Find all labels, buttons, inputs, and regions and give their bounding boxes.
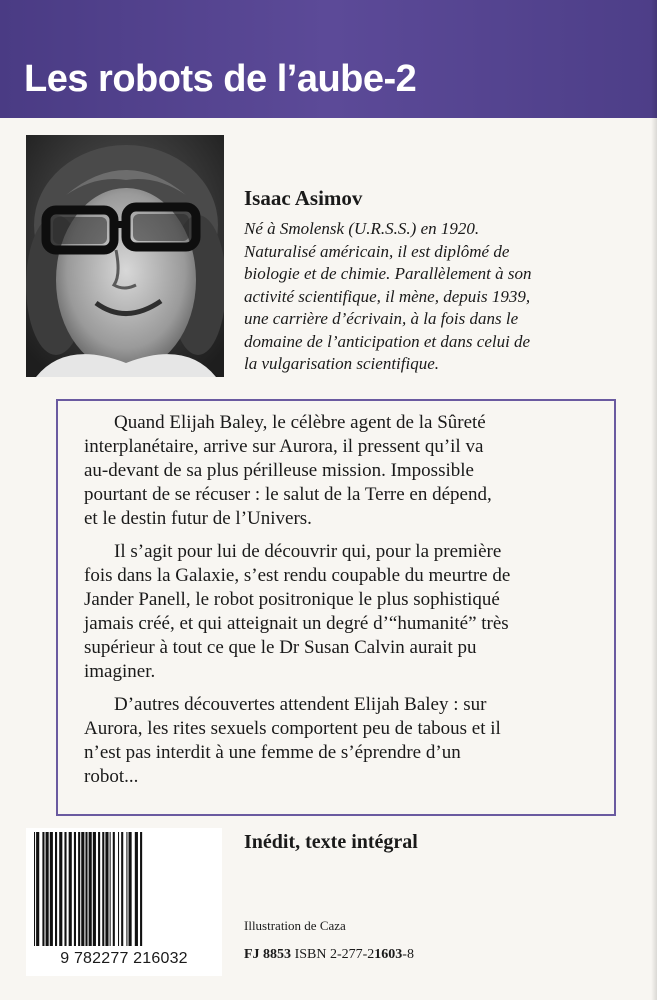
isbn-label: ISBN 2-277-2 (294, 947, 375, 962)
barcode-bar (85, 832, 87, 946)
barcode-bar (78, 832, 80, 946)
barcode-bar (50, 832, 53, 946)
barcode-bar (34, 832, 35, 946)
bio-line: la vulgarisation scientifique. (244, 354, 440, 373)
blurb-line: au-devant de sa plus périlleuse mission. Impossible (84, 460, 474, 481)
barcode-bar (42, 832, 44, 946)
barcode-digits: 9 782277 216032 (60, 950, 188, 967)
blurb-line: pourtant de se récuser : le salut de la Terre en dépend, (84, 484, 492, 505)
author-bio (244, 218, 624, 376)
author-name: Isaac Asimov (244, 186, 363, 210)
illustration-credit: Illustration de Caza (244, 918, 346, 933)
bio-line: domaine de l’anticipation et dans celui de (244, 331, 531, 351)
blurb-line: Quand Elijah Baley, le célèbre agent de la Sûreté (114, 412, 486, 433)
barcode-bar (93, 832, 96, 946)
bio-line: Né à Smolensk (U.R.S.S.) en 1920. (244, 219, 480, 238)
bio-line: une carrière d’écrivain, à la fois dans le (244, 309, 519, 328)
barcode-bar (129, 832, 132, 946)
blurb-line: D’autres découvertes attendent Elijah Baley : sur (114, 694, 487, 715)
bio-line: activité scientifique, il mène, depuis 1939, (244, 286, 531, 306)
barcode-bar (113, 832, 115, 946)
barcode-bar (110, 832, 111, 946)
blurb-line: interplanétaire, arrive sur Aurora, il pressent qu’il va (84, 436, 484, 457)
author-portrait-photo (26, 135, 224, 377)
page-edge-shadow (651, 0, 657, 1000)
barcode-bar (105, 832, 108, 946)
barcode-bar (102, 832, 104, 946)
paragraph-gap (84, 531, 604, 540)
blurb-line: fois dans la Galaxie, s’est rendu coupable du meurtre de (84, 565, 511, 586)
blurb-line: jamais créé, et qui atteignait un degré d’“humanité” très (84, 613, 509, 634)
barcode-bars (26, 828, 222, 950)
barcode-bar (55, 832, 57, 946)
bio-line: Naturalisé américain, il est diplômé de (244, 241, 510, 261)
barcode-bar (89, 832, 92, 946)
catalog-code: FJ 8853 (244, 947, 292, 962)
catalog-line (244, 947, 414, 963)
blurb-line: robot... (84, 766, 139, 787)
isbn-bold-part: 1603 (374, 947, 403, 962)
book-title: Les robots de l’aube-2 (24, 58, 417, 100)
isbn-tail: -8 (402, 947, 414, 962)
barcode-bar (121, 832, 123, 946)
blurb-line: Jander Panell, le robot positronique le plus sophistiqué (84, 589, 500, 610)
barcode-bar (74, 832, 76, 946)
bio-line: biologie et de chimie. Parallèlement à son (244, 264, 532, 283)
barcode-bar (81, 832, 84, 946)
blurb-line: Aurora, les rites sexuels comportent peu de tabous et il (84, 718, 501, 739)
barcode-bar (140, 832, 142, 946)
blurb-line: et le destin futur de l’Univers. (84, 508, 312, 529)
book-blurb (84, 411, 604, 789)
barcode-bar (135, 832, 138, 946)
blurb-line: imaginer. (84, 661, 156, 682)
barcode-bar (46, 832, 49, 946)
blurb-line: Il s’agit pour lui de découvrir qui, pour la première (114, 541, 502, 562)
paragraph-gap (84, 684, 604, 693)
barcode-bar (118, 832, 119, 946)
barcode-bar (36, 832, 39, 946)
blurb-line: n’est pas interdit à une femme de s’éprendre d’un (84, 742, 461, 763)
barcode-bar (64, 832, 66, 946)
barcode-bar (59, 832, 62, 946)
title-banner (0, 0, 657, 118)
barcode-bar (98, 832, 100, 946)
edition-note: Inédit, texte intégral (244, 831, 418, 853)
blurb-line: supérieur à tout ce que le Dr Susan Calvin aurait pu (84, 637, 477, 658)
barcode-bar (69, 832, 72, 946)
barcode-bar (126, 832, 127, 946)
